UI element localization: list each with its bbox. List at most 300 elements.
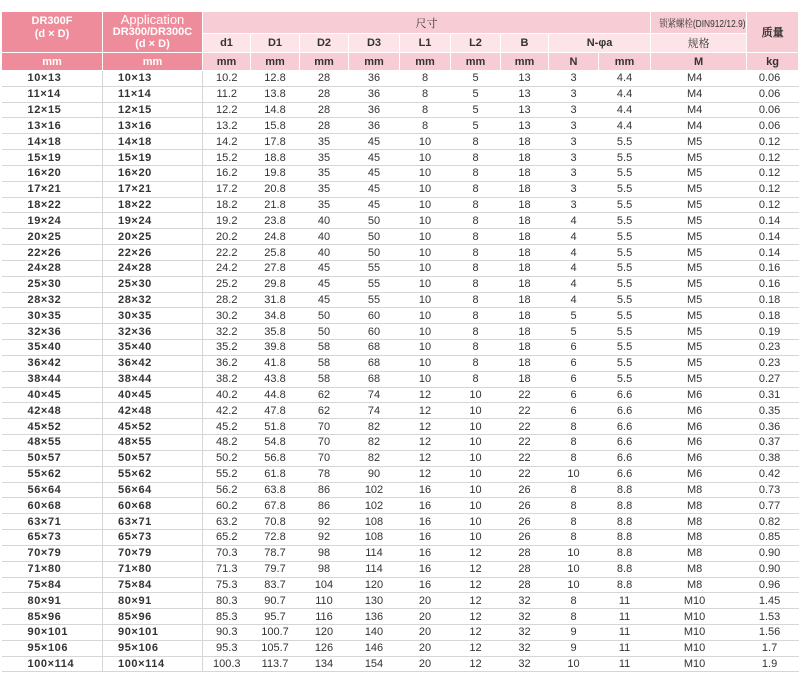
d1-header: d1	[203, 34, 251, 53]
mass-cell: 0.77	[747, 498, 799, 514]
model-header	[2, 12, 103, 53]
table-row	[2, 260, 799, 276]
capital-d2-header: D2	[300, 34, 349, 53]
size-cell: 55×62	[2, 466, 103, 482]
l2-value-cell: 12	[451, 593, 501, 609]
size-cell: 56×64	[2, 482, 103, 498]
d1-unit: mm	[203, 53, 251, 71]
capital-d1-value-cell: 13.8	[251, 86, 300, 102]
capital-d3-value-cell: 114	[349, 561, 400, 577]
bolt-count-cell: 8	[549, 609, 599, 625]
table-row	[2, 150, 799, 166]
d1-value-cell: 48.2	[203, 435, 251, 451]
size-cell: 15×19	[2, 150, 103, 166]
capital-d1-value-cell: 24.8	[251, 229, 300, 245]
d1-value-cell: 70.3	[203, 545, 251, 561]
bolt-hole-diameter-cell: 5.5	[599, 229, 651, 245]
size-cell: 50×57	[2, 450, 103, 466]
b-value-cell: 18	[501, 213, 549, 229]
b-value-cell: 26	[501, 482, 549, 498]
bolt-size-cell: M6	[651, 419, 747, 435]
capital-d1-value-cell: 25.8	[251, 245, 300, 261]
application-size-cell: 100×114	[103, 656, 203, 672]
d1-value-cell: 20.2	[203, 229, 251, 245]
bolt-size-cell: M5	[651, 276, 747, 292]
application-size-cell: 60×68	[103, 498, 203, 514]
b-value-cell: 13	[501, 86, 549, 102]
capital-d1-header: D1	[251, 34, 300, 53]
table-row	[2, 640, 799, 656]
application-unit: mm	[103, 53, 203, 71]
bolt-count-cell: 8	[549, 419, 599, 435]
capital-d2-value-cell: 120	[300, 624, 349, 640]
application-size-cell: 48×55	[103, 435, 203, 451]
capital-d3-value-cell: 55	[349, 260, 400, 276]
capital-d2-value-cell: 35	[300, 134, 349, 150]
l1-value-cell: 10	[400, 165, 451, 181]
header-row-units	[2, 53, 799, 71]
capital-d3-value-cell: 50	[349, 213, 400, 229]
size-cell: 13×16	[2, 118, 103, 134]
d1-value-cell: 65.2	[203, 530, 251, 546]
size-cell: 42×48	[2, 403, 103, 419]
mass-cell: 0.36	[747, 419, 799, 435]
mass-cell: 0.90	[747, 561, 799, 577]
mass-cell: 0.27	[747, 371, 799, 387]
application-size-cell: 20×25	[103, 229, 203, 245]
application-title: Application	[120, 12, 185, 27]
bolt-hole-diameter-cell: 4.4	[599, 71, 651, 87]
l2-value-cell: 12	[451, 577, 501, 593]
capital-d3-value-cell: 140	[349, 624, 400, 640]
application-size-cell: 32×36	[103, 324, 203, 340]
size-cell: 22×26	[2, 245, 103, 261]
l1-value-cell: 12	[400, 419, 451, 435]
capital-d2-unit: mm	[300, 53, 349, 71]
capital-d3-value-cell: 36	[349, 102, 400, 118]
table-body	[2, 71, 799, 672]
d1-value-cell: 75.3	[203, 577, 251, 593]
bolt-count-cell: 4	[549, 260, 599, 276]
bolt-size-cell: M6	[651, 450, 747, 466]
l2-value-cell: 8	[451, 292, 501, 308]
mass-cell: 0.18	[747, 308, 799, 324]
capital-d3-value-cell: 82	[349, 450, 400, 466]
l2-value-cell: 12	[451, 609, 501, 625]
table-row	[2, 656, 799, 672]
l2-value-cell: 10	[451, 387, 501, 403]
bolt-hole-diameter-cell: 8.8	[599, 530, 651, 546]
b-value-cell: 32	[501, 609, 549, 625]
l2-value-cell: 5	[451, 102, 501, 118]
capital-d3-value-cell: 146	[349, 640, 400, 656]
mass-cell: 0.19	[747, 324, 799, 340]
model-dims: (d × D)	[34, 28, 70, 40]
d1-value-cell: 100.3	[203, 656, 251, 672]
capital-d2-value-cell: 126	[300, 640, 349, 656]
b-value-cell: 18	[501, 165, 549, 181]
capital-d2-value-cell: 70	[300, 450, 349, 466]
size-cell: 38×44	[2, 371, 103, 387]
table-row	[2, 498, 799, 514]
mass-cell: 1.7	[747, 640, 799, 656]
b-value-cell: 22	[501, 387, 549, 403]
table-header	[2, 12, 799, 71]
mass-cell: 0.96	[747, 577, 799, 593]
size-cell: 40×45	[2, 387, 103, 403]
bolt-count-cell: 10	[549, 466, 599, 482]
bolt-size-cell: M5	[651, 260, 747, 276]
application-size-cell: 18×22	[103, 197, 203, 213]
capital-d3-value-cell: 154	[349, 656, 400, 672]
l2-value-cell: 8	[451, 213, 501, 229]
bolt-hole-diameter-cell: 4.4	[599, 102, 651, 118]
bolt-size-cell: M5	[651, 371, 747, 387]
capital-d3-value-cell: 68	[349, 371, 400, 387]
application-size-cell: 28×32	[103, 292, 203, 308]
bolt-count-cell: 5	[549, 308, 599, 324]
d1-value-cell: 12.2	[203, 102, 251, 118]
capital-d3-unit: mm	[349, 53, 400, 71]
header-row-groups	[2, 12, 799, 34]
mass-cell: 0.12	[747, 134, 799, 150]
application-size-cell: 50×57	[103, 450, 203, 466]
table-row	[2, 403, 799, 419]
l1-value-cell: 10	[400, 245, 451, 261]
mass-cell: 0.37	[747, 435, 799, 451]
size-cell: 18×22	[2, 197, 103, 213]
d1-value-cell: 18.2	[203, 197, 251, 213]
l2-value-cell: 12	[451, 561, 501, 577]
table-row	[2, 387, 799, 403]
l2-header: L2	[451, 34, 501, 53]
size-cell: 36×42	[2, 355, 103, 371]
bolt-holes-header: N-φa	[549, 34, 651, 53]
capital-d1-value-cell: 67.8	[251, 498, 300, 514]
capital-d3-value-cell: 50	[349, 245, 400, 261]
mass-cell: 1.45	[747, 593, 799, 609]
b-header: B	[501, 34, 549, 53]
capital-d3-value-cell: 90	[349, 466, 400, 482]
capital-d3-value-cell: 50	[349, 229, 400, 245]
d1-value-cell: 22.2	[203, 245, 251, 261]
l2-value-cell: 8	[451, 355, 501, 371]
bolt-count-cell: 3	[549, 86, 599, 102]
application-size-cell: 70×79	[103, 545, 203, 561]
bolt-spec-header: 规格	[651, 34, 747, 53]
d1-value-cell: 24.2	[203, 260, 251, 276]
l2-value-cell: 8	[451, 245, 501, 261]
application-size-cell: 13×16	[103, 118, 203, 134]
capital-d3-value-cell: 45	[349, 134, 400, 150]
application-size-cell: 25×30	[103, 276, 203, 292]
b-value-cell: 22	[501, 419, 549, 435]
mass-cell: 0.82	[747, 514, 799, 530]
bolt-hole-diameter-cell: 8.8	[599, 545, 651, 561]
capital-d2-value-cell: 28	[300, 86, 349, 102]
application-size-cell: 14×18	[103, 134, 203, 150]
table-row	[2, 229, 799, 245]
capital-d1-value-cell: 20.8	[251, 181, 300, 197]
mass-cell: 0.31	[747, 387, 799, 403]
size-cell: 100×114	[2, 656, 103, 672]
capital-d3-value-cell: 120	[349, 577, 400, 593]
mass-cell: 0.23	[747, 355, 799, 371]
l1-header: L1	[400, 34, 451, 53]
capital-d3-value-cell: 102	[349, 498, 400, 514]
d1-value-cell: 85.3	[203, 609, 251, 625]
l2-value-cell: 8	[451, 134, 501, 150]
capital-d3-value-cell: 74	[349, 403, 400, 419]
bolt-count-cell: 3	[549, 102, 599, 118]
bolt-size-cell: M8	[651, 561, 747, 577]
capital-d3-value-cell: 68	[349, 340, 400, 356]
capital-d2-value-cell: 92	[300, 514, 349, 530]
table-row	[2, 435, 799, 451]
application-size-cell: 36×42	[103, 355, 203, 371]
size-cell: 71×80	[2, 561, 103, 577]
mass-cell: 0.42	[747, 466, 799, 482]
capital-d2-value-cell: 45	[300, 260, 349, 276]
spec-table	[1, 11, 799, 672]
capital-d1-value-cell: 63.8	[251, 482, 300, 498]
bolt-count-cell: 8	[549, 593, 599, 609]
bolt-count-cell: 6	[549, 387, 599, 403]
bolt-hole-diameter-cell: 8.8	[599, 482, 651, 498]
capital-d2-value-cell: 50	[300, 324, 349, 340]
bolt-count-unit: N	[549, 53, 599, 71]
l2-value-cell: 8	[451, 260, 501, 276]
size-cell: 75×84	[2, 577, 103, 593]
l1-value-cell: 10	[400, 213, 451, 229]
capital-d2-value-cell: 28	[300, 118, 349, 134]
size-cell: 28×32	[2, 292, 103, 308]
b-value-cell: 26	[501, 530, 549, 546]
application-size-cell: 45×52	[103, 419, 203, 435]
bolt-size-cell: M6	[651, 435, 747, 451]
b-value-cell: 28	[501, 545, 549, 561]
capital-d1-value-cell: 39.8	[251, 340, 300, 356]
bolt-size-cell: M4	[651, 118, 747, 134]
size-cell: 16×20	[2, 165, 103, 181]
capital-d3-value-cell: 114	[349, 545, 400, 561]
d1-value-cell: 55.2	[203, 466, 251, 482]
mass-cell: 0.06	[747, 71, 799, 87]
application-size-cell: 40×45	[103, 387, 203, 403]
application-size-cell: 75×84	[103, 577, 203, 593]
size-cell: 10×13	[2, 71, 103, 87]
l2-value-cell: 12	[451, 656, 501, 672]
capital-d1-value-cell: 29.8	[251, 276, 300, 292]
l1-value-cell: 10	[400, 292, 451, 308]
bolt-hole-diameter-cell: 5.5	[599, 181, 651, 197]
bolt-count-cell: 8	[549, 530, 599, 546]
l2-value-cell: 12	[451, 640, 501, 656]
d1-value-cell: 35.2	[203, 340, 251, 356]
capital-d3-value-cell: 82	[349, 419, 400, 435]
capital-d2-value-cell: 58	[300, 340, 349, 356]
l2-value-cell: 10	[451, 482, 501, 498]
capital-d2-value-cell: 104	[300, 577, 349, 593]
model-unit: mm	[2, 53, 103, 71]
l1-value-cell: 8	[400, 118, 451, 134]
mass-cell: 0.14	[747, 245, 799, 261]
l2-value-cell: 8	[451, 150, 501, 166]
d1-value-cell: 38.2	[203, 371, 251, 387]
table-row	[2, 545, 799, 561]
bolt-count-cell: 6	[549, 403, 599, 419]
bolt-count-cell: 10	[549, 545, 599, 561]
capital-d1-value-cell: 14.8	[251, 102, 300, 118]
table-row	[2, 340, 799, 356]
size-cell: 12×15	[2, 102, 103, 118]
b-value-cell: 18	[501, 355, 549, 371]
d1-value-cell: 45.2	[203, 419, 251, 435]
l1-value-cell: 20	[400, 656, 451, 672]
bolt-count-cell: 10	[549, 577, 599, 593]
capital-d3-value-cell: 60	[349, 308, 400, 324]
capital-d3-value-cell: 36	[349, 71, 400, 87]
capital-d1-value-cell: 78.7	[251, 545, 300, 561]
bolt-hole-diameter-cell: 4.4	[599, 86, 651, 102]
l1-value-cell: 10	[400, 134, 451, 150]
application-size-cell: 10×13	[103, 71, 203, 87]
size-cell: 32×36	[2, 324, 103, 340]
capital-d1-value-cell: 79.7	[251, 561, 300, 577]
table-row	[2, 450, 799, 466]
capital-d1-value-cell: 105.7	[251, 640, 300, 656]
bolt-group-title: 锁紧螺栓(DIN912/12.9)	[659, 19, 746, 30]
table-row	[2, 197, 799, 213]
bolt-count-cell: 3	[549, 197, 599, 213]
l2-value-cell: 8	[451, 340, 501, 356]
application-size-cell: 63×71	[103, 514, 203, 530]
d1-value-cell: 40.2	[203, 387, 251, 403]
table-row	[2, 609, 799, 625]
capital-d1-value-cell: 47.8	[251, 403, 300, 419]
l2-value-cell: 10	[451, 530, 501, 546]
capital-d3-value-cell: 68	[349, 355, 400, 371]
table-row	[2, 213, 799, 229]
bolt-count-cell: 10	[549, 656, 599, 672]
l2-value-cell: 8	[451, 229, 501, 245]
bolt-size-cell: M5	[651, 324, 747, 340]
bolt-count-cell: 3	[549, 134, 599, 150]
application-size-cell: 17×21	[103, 181, 203, 197]
capital-d1-value-cell: 34.8	[251, 308, 300, 324]
table-row	[2, 593, 799, 609]
application-size-cell: 38×44	[103, 371, 203, 387]
bolt-count-cell: 6	[549, 355, 599, 371]
table-row	[2, 577, 799, 593]
table-row	[2, 181, 799, 197]
capital-d3-value-cell: 55	[349, 276, 400, 292]
l2-value-cell: 10	[451, 403, 501, 419]
mass-cell: 0.12	[747, 197, 799, 213]
application-size-cell: 80×91	[103, 593, 203, 609]
bolt-count-cell: 3	[549, 118, 599, 134]
capital-d2-value-cell: 50	[300, 308, 349, 324]
capital-d3-value-cell: 108	[349, 530, 400, 546]
application-size-cell: 55×62	[103, 466, 203, 482]
d1-value-cell: 60.2	[203, 498, 251, 514]
mass-cell: 0.12	[747, 150, 799, 166]
bolt-hole-diameter-cell: 6.6	[599, 450, 651, 466]
capital-d3-value-cell: 55	[349, 292, 400, 308]
table-row	[2, 86, 799, 102]
application-size-cell: 19×24	[103, 213, 203, 229]
capital-d3-value-cell: 74	[349, 387, 400, 403]
bolt-hole-diameter-cell: 5.5	[599, 292, 651, 308]
capital-d2-value-cell: 28	[300, 102, 349, 118]
bolt-size-cell: M5	[651, 245, 747, 261]
d1-value-cell: 63.2	[203, 514, 251, 530]
mass-cell: 0.14	[747, 229, 799, 245]
l2-value-cell: 5	[451, 71, 501, 87]
capital-d2-value-cell: 40	[300, 213, 349, 229]
capital-d3-value-cell: 108	[349, 514, 400, 530]
application-size-cell: 11×14	[103, 86, 203, 102]
capital-d1-value-cell: 95.7	[251, 609, 300, 625]
capital-d2-value-cell: 45	[300, 276, 349, 292]
application-size-cell: 12×15	[103, 102, 203, 118]
d1-value-cell: 95.3	[203, 640, 251, 656]
capital-d1-value-cell: 18.8	[251, 150, 300, 166]
d1-value-cell: 25.2	[203, 276, 251, 292]
size-cell: 85×96	[2, 609, 103, 625]
d1-value-cell: 16.2	[203, 165, 251, 181]
capital-d3-header: D3	[349, 34, 400, 53]
capital-d1-value-cell: 17.8	[251, 134, 300, 150]
bolt-count-cell: 8	[549, 514, 599, 530]
d1-value-cell: 56.2	[203, 482, 251, 498]
l1-value-cell: 10	[400, 150, 451, 166]
capital-d1-value-cell: 72.8	[251, 530, 300, 546]
l1-value-cell: 16	[400, 577, 451, 593]
mass-cell: 0.18	[747, 292, 799, 308]
capital-d1-value-cell: 70.8	[251, 514, 300, 530]
l1-value-cell: 16	[400, 498, 451, 514]
b-value-cell: 18	[501, 150, 549, 166]
bolt-size-cell: M10	[651, 609, 747, 625]
bolt-hole-diameter-cell: 4.4	[599, 118, 651, 134]
l1-value-cell: 10	[400, 197, 451, 213]
mass-cell: 1.9	[747, 656, 799, 672]
mass-cell: 0.23	[747, 340, 799, 356]
l1-unit: mm	[400, 53, 451, 71]
bolt-hole-diameter-cell: 5.5	[599, 245, 651, 261]
l2-value-cell: 8	[451, 371, 501, 387]
bolt-hole-diameter-cell: 5.5	[599, 355, 651, 371]
capital-d3-value-cell: 45	[349, 197, 400, 213]
l1-value-cell: 12	[400, 466, 451, 482]
d1-value-cell: 11.2	[203, 86, 251, 102]
d1-value-cell: 14.2	[203, 134, 251, 150]
capital-d1-value-cell: 113.7	[251, 656, 300, 672]
capital-d2-value-cell: 28	[300, 71, 349, 87]
capital-d1-value-cell: 27.8	[251, 260, 300, 276]
table-row	[2, 624, 799, 640]
b-value-cell: 18	[501, 260, 549, 276]
b-value-cell: 13	[501, 102, 549, 118]
bolt-size-cell: M5	[651, 340, 747, 356]
d1-value-cell: 28.2	[203, 292, 251, 308]
capital-d2-value-cell: 98	[300, 561, 349, 577]
bolt-hole-diameter-cell: 8.8	[599, 514, 651, 530]
bolt-size-cell: M4	[651, 86, 747, 102]
capital-d3-value-cell: 136	[349, 609, 400, 625]
b-value-cell: 18	[501, 308, 549, 324]
